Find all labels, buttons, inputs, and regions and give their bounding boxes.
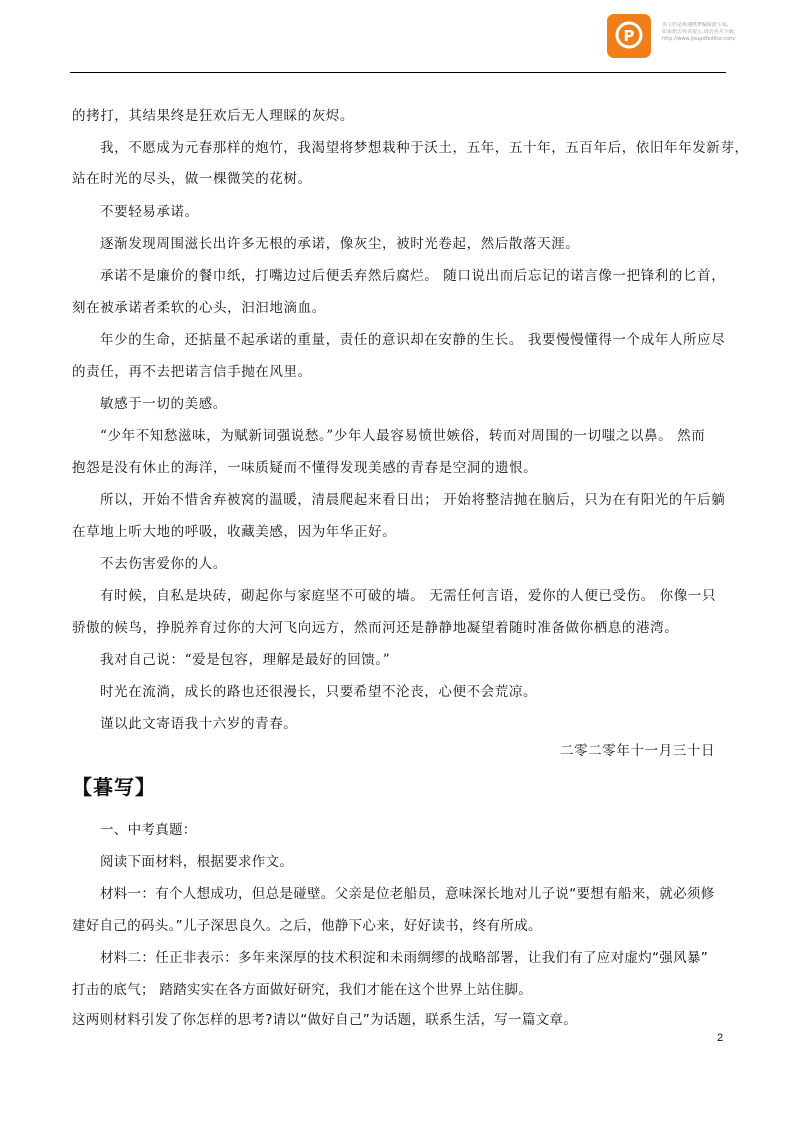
section-heading: 【暮写】 (72, 775, 156, 799)
watermark-line: 如果想去掉该提示,请访问并下载: (662, 29, 736, 35)
paragraph-line: 年少的生命，还掂量不起承诺的重量，责任的意识却在安静的生长。 我要慢慢懂得一个成年人所应尽 (100, 332, 726, 348)
paragraph-line: 时光在流淌，成长的路也还很漫长，只要希望不沦丧，心便不会荒凉。 (100, 684, 538, 700)
section-line: 建好自己的码头。”儿子深思良久。之后，他静下心来，好好读书，终有所成。 (72, 918, 542, 934)
page-number: 2 (717, 1032, 724, 1044)
paragraph-line: 不要轻易承诺。 (100, 204, 199, 220)
header-rule (70, 72, 726, 73)
paragraph-line: 我对自己说：“爱是包容，理解是最好的回馈。” (100, 652, 391, 668)
section-line: 材料一：有个人想成功，但总是碰壁。父亲是位老船员，意味深长地对儿子说“要想有船来，就必须修 (100, 886, 715, 902)
pdf-editor-logo-icon (607, 14, 651, 58)
essay-date: 二零二零年十一月三十日 (560, 743, 716, 759)
paragraph-line: 的拷打，其结果终是狂欢后无人理睬的灰烬。 (72, 108, 354, 124)
paragraph-line: 敏感于一切的美感。 (100, 396, 227, 412)
paragraph-line: 谨以此文寄语我十六岁的青春。 (100, 716, 298, 732)
watermark-text (662, 22, 792, 43)
paragraph-line: “少年不知愁滋味，为赋新词强说愁。”少年人最容易愤世嫉俗，转而对周围的一切嗤之以鼻。 然而 (100, 428, 706, 444)
paragraph-line: 有时候，自私是块砖，砌起你与家庭坚不可破的墙。 无需任何言语，爱你的人便已受伤。 你像一只 (100, 588, 717, 604)
section-line: 这两则材料引发了你怎样的思考?请以“做好自己”为话题，联系生活，写一篇文章。 (72, 1012, 578, 1028)
paragraph-line: 所以，开始不惜舍弃被窝的温暖，清晨爬起来看日出； 开始将整洁抛在脑后，只为在有阳光的午后躺 (100, 492, 726, 508)
paragraph-line: 刻在被承诺者柔软的心头，汩汩地滴血。 (72, 300, 326, 316)
paragraph-line: 的责任，再不去把诺言信手抛在风里。 (72, 364, 312, 380)
paragraph-line: 不去伤害爱你的人。 (100, 556, 227, 572)
paragraph-line: 在草地上听大地的呼吸，收藏美感，因为年华正好。 (72, 524, 397, 540)
paragraph-line: 站在时光的尽头，做一棵微笑的花树。 (72, 171, 312, 187)
paragraph-line: 骄傲的候鸟，挣脱养育过你的大河飞向远方，然而河还是静静地凝望着随时准备做你栖息的港湾。 (72, 620, 679, 636)
paragraph-line: 我，不愿成为元春那样的炮竹，我渴望将梦想栽种于沃土，五年，五十年，五百年后，依旧年年发新芽， (100, 140, 749, 156)
watermark-line: http://www.jisupdfeditor.com/ (662, 36, 736, 42)
paragraph-line: 承诺不是廉价的餐巾纸，打嘴边过后便丢弃然后腐烂。 随口说出而后忘记的诺言像一把锋利的匕首， (100, 268, 726, 284)
watermark-line: 该文档是极速PDF编辑器生成, (662, 22, 729, 28)
paragraph-line: 逐渐发现周围滋长出许多无根的承诺，像灰尘，被时光卷起，然后散落天涯。 (100, 236, 580, 252)
section-line: 阅读下面材料，根据要求作文。 (100, 854, 294, 870)
section-line: 打击的底气； 踏踏实实在各方面做好研究，我们才能在这个世界上站住脚。 (72, 982, 532, 998)
logo-letter: P (623, 27, 635, 45)
section-line: 一、中考真题： (100, 822, 197, 838)
paragraph-line: 抱怨是没有休止的海洋，一味质疑而不懂得发现美感的青春是空洞的遗恨。 (72, 460, 538, 476)
section-line: 材料二：任正非表示：多年来深厚的技术积淀和未雨绸缪的战略部署，让我们有了应对虚灼“强风暴” (100, 950, 708, 966)
